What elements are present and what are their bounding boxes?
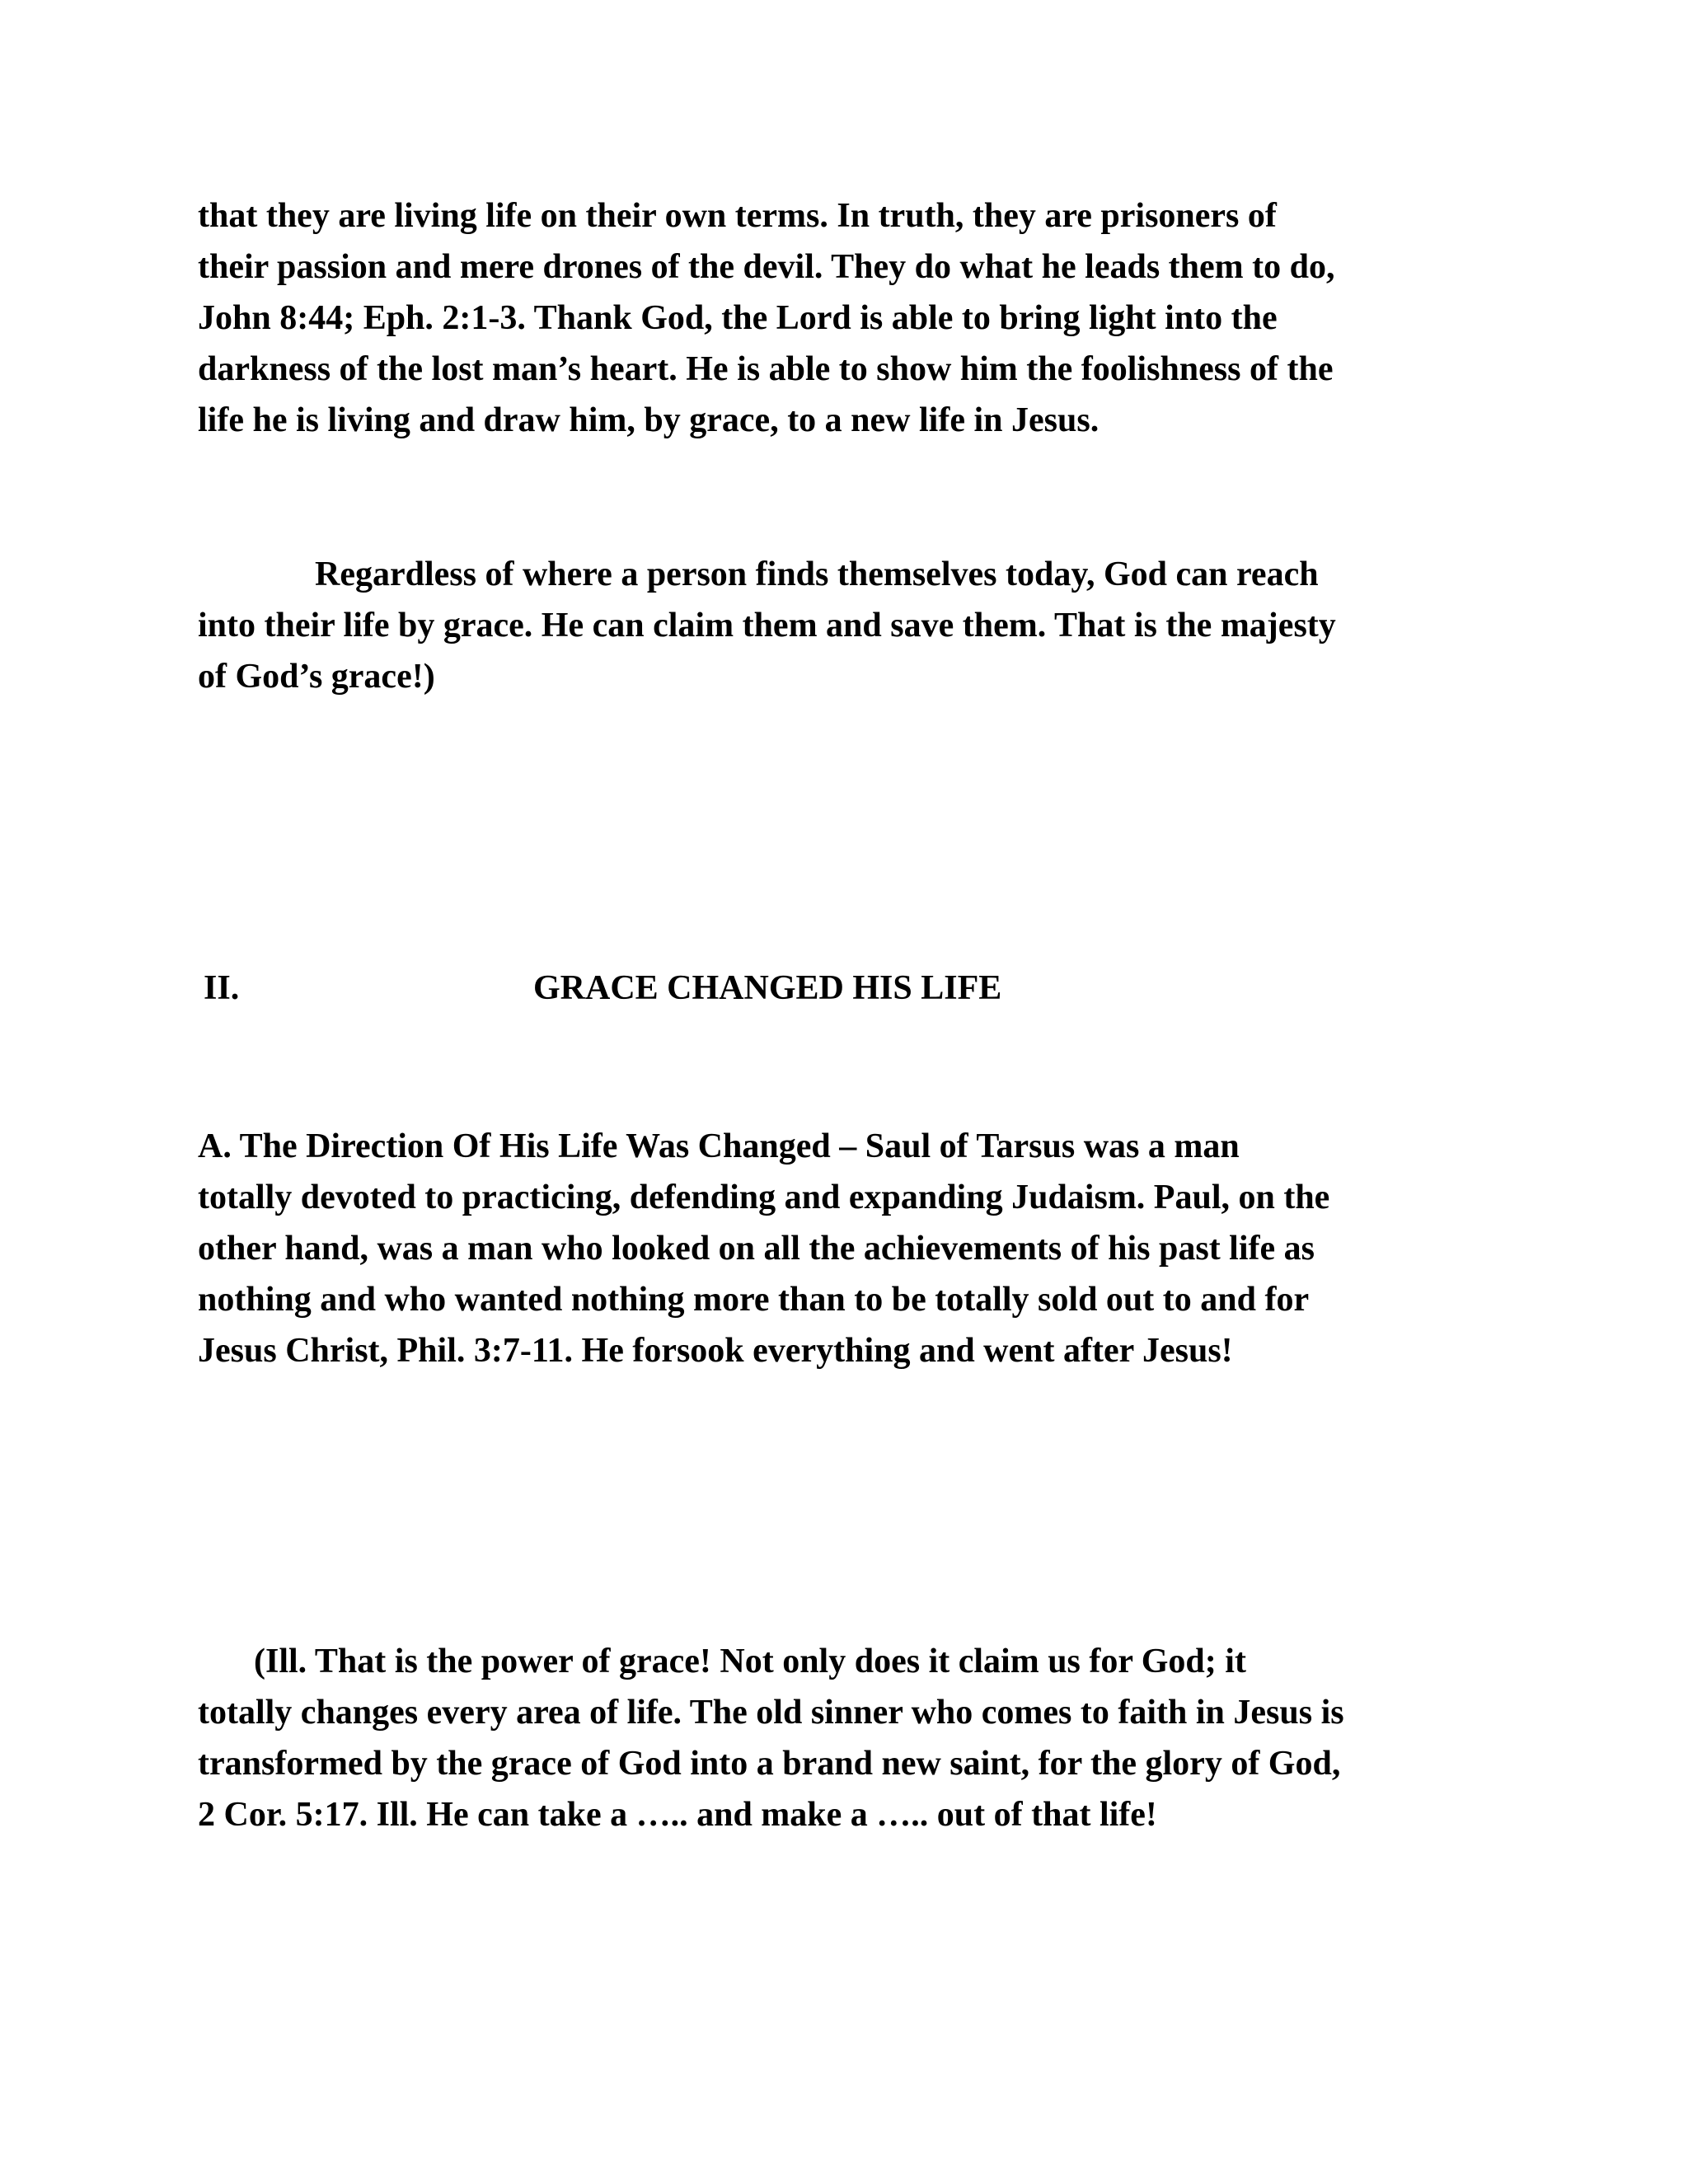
paragraph bbox=[198, 1636, 1517, 1840]
section-title: GRACE CHANGED HIS LIFE bbox=[533, 969, 1002, 1007]
text-line: John 8:44; Eph. 2:1-3. Thank God, the Lord is able to bring light into the bbox=[198, 299, 1278, 337]
text-line: life he is living and draw him, by grace, to a new life in Jesus. bbox=[198, 401, 1100, 439]
paragraph bbox=[198, 549, 1517, 702]
paragraph bbox=[198, 190, 1517, 446]
text-line: (Ill. That is the power of grace! Not only does it claim us for God; it bbox=[254, 1643, 1246, 1680]
text-line: of God’s grace!) bbox=[198, 658, 435, 696]
section-heading bbox=[204, 963, 1522, 1014]
text-line: totally devoted to practicing, defending and expanding Judaism. Paul, on the bbox=[198, 1179, 1330, 1216]
text-line: nothing and who wanted nothing more than to be totally sold out to and for bbox=[198, 1281, 1310, 1319]
text-line: their passion and mere drones of the devil. They do what he leads them to do, bbox=[198, 248, 1335, 286]
text-line: darkness of the lost man’s heart. He is able to show him the foolishness of the bbox=[198, 350, 1334, 388]
text-line: Regardless of where a person finds themselves today, God can reach bbox=[315, 555, 1319, 593]
section-numeral: II. bbox=[204, 969, 240, 1007]
text-line: other hand, was a man who looked on all the achievements of his past life as bbox=[198, 1230, 1315, 1268]
text-line: 2 Cor. 5:17. Ill. He can take a ….. and make a ….. out of that life! bbox=[198, 1796, 1157, 1834]
text-line: Jesus Christ, Phil. 3:7-11. He forsook everything and went after Jesus! bbox=[198, 1332, 1233, 1370]
paragraph bbox=[198, 1121, 1517, 1376]
text-line: transformed by the grace of God into a brand new saint, for the glory of God, bbox=[198, 1745, 1341, 1783]
text-line: A. The Direction Of His Life Was Changed – Saul of Tarsus was a man bbox=[198, 1127, 1240, 1165]
text-line: totally changes every area of life. The old sinner who comes to faith in Jesus is bbox=[198, 1694, 1344, 1732]
text-line: that they are living life on their own terms. In truth, they are prisoners of bbox=[198, 197, 1277, 235]
text-line: into their life by grace. He can claim them and save them. That is the majesty bbox=[198, 607, 1336, 644]
